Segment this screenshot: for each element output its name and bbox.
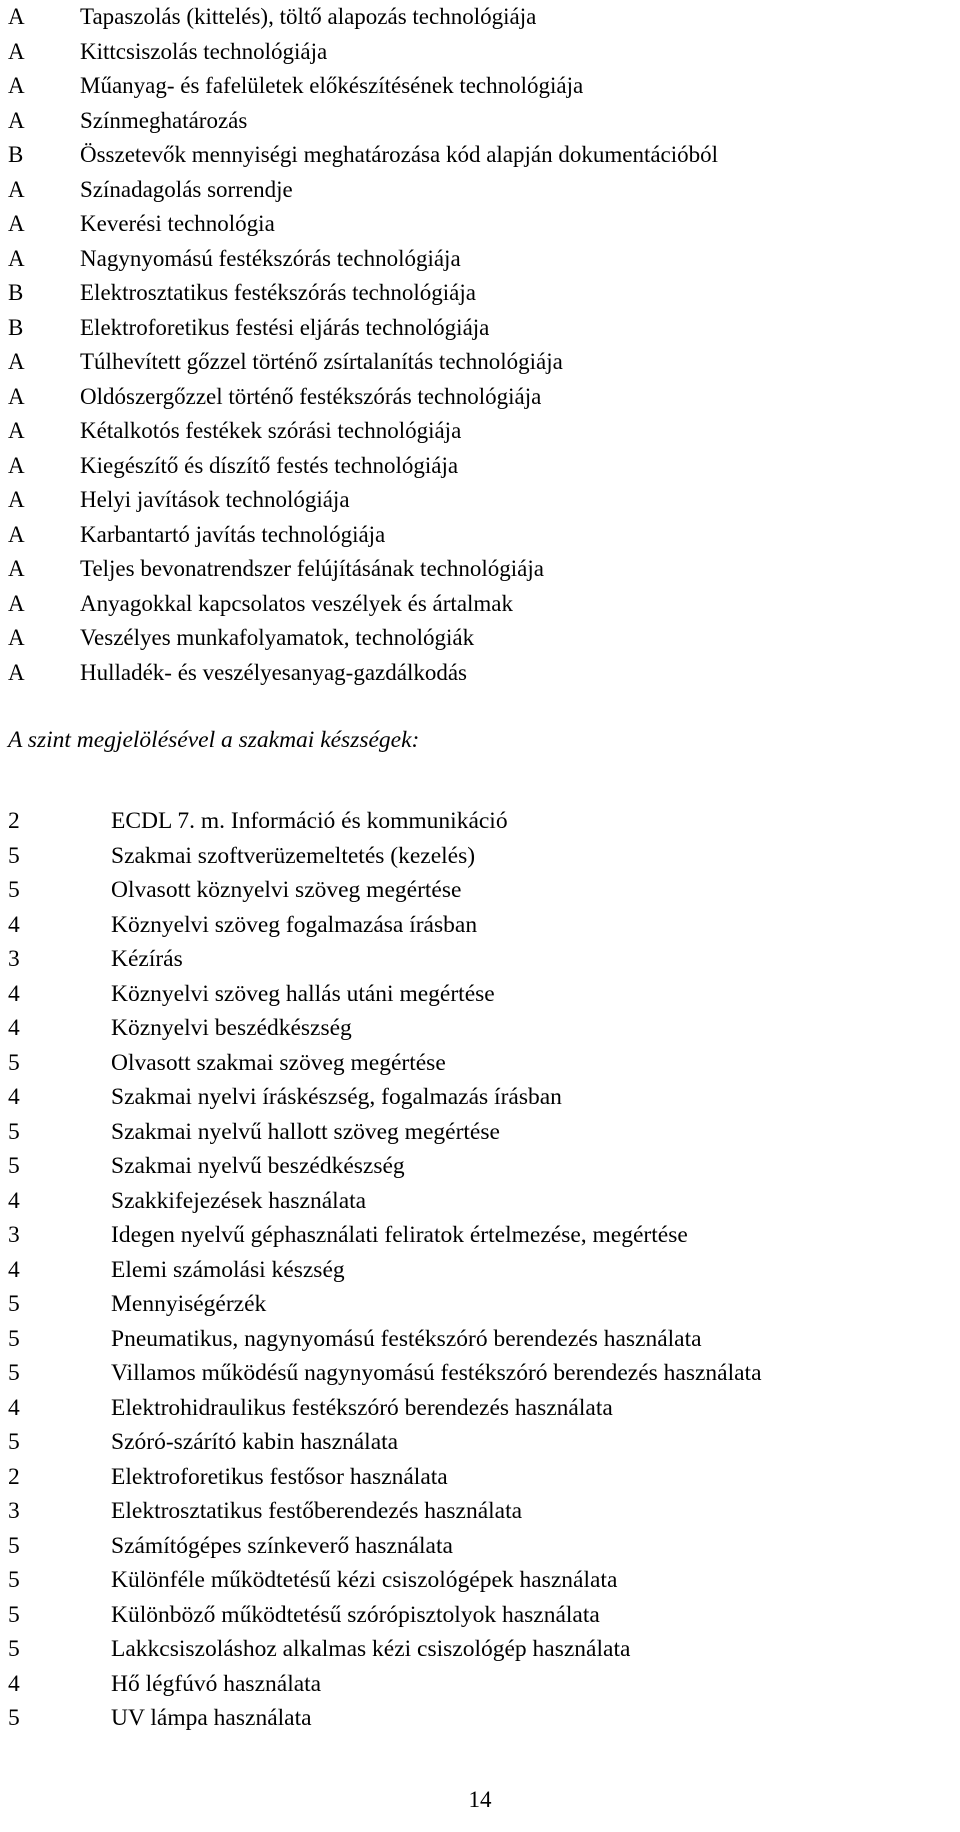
skill-level: 5 [8,877,20,903]
skill-level: 4 [8,1187,20,1214]
item-text: Mennyiségérzék [111,1291,267,1317]
level-code: A [8,383,25,409]
skill-level: 5 [8,1601,20,1628]
item-text: Köznyelvi szöveg hallás utáni megértése [111,980,495,1007]
list-item [8,69,960,104]
list-item [8,908,960,943]
level-code: A [8,625,25,650]
item-text: Számítógépes színkeverő használata [111,1532,453,1559]
item-text: Különböző működtetésű szórópisztolyok használata [111,1601,600,1628]
level-code: A [8,4,25,29]
list-item [8,1701,960,1736]
list-item [8,977,960,1012]
level-code: A [8,349,25,374]
level-code: B [8,142,24,167]
item-text: Műanyag- és fafelületek előkészítésének technológiája [80,73,584,98]
item-text: Színmeghatározás [80,107,248,133]
list-item [8,942,960,977]
list-item [8,1080,960,1115]
item-text: Pneumatikus, nagynyomású festékszóró berendezés használata [111,1325,702,1352]
list-item [8,173,960,208]
list-item [8,242,960,277]
skill-level: 4 [8,1394,20,1421]
list-item [8,311,960,346]
list-item [8,1598,960,1633]
list-item [8,587,960,622]
level-code: A [8,73,25,98]
item-text: Idegen nyelvű géphasználati feliratok értelmezése, megértése [111,1222,688,1248]
item-text: Olvasott szakmai szöveg megértése [111,1049,446,1076]
page-number: 14 [468,1787,492,1812]
item-text: Szakmai nyelvű hallott szöveg megértése [111,1118,500,1145]
item-text: Teljes bevonatrendszer felújításának technológiája [80,556,544,581]
item-text: ECDL 7. m. Információ és kommunikáció [111,808,508,834]
level-code: A [8,521,25,547]
list-item [8,518,960,553]
skill-level: 5 [8,1429,20,1455]
list-item [8,1322,960,1357]
list-item [8,1529,960,1564]
item-text: Keverési technológia [80,211,275,236]
list-item [8,552,960,587]
item-text: UV lámpa használata [111,1705,312,1731]
item-text: Elektroforetikus festési eljárás technológiája [80,314,490,340]
skill-level: 5 [8,1532,20,1559]
skill-level: 5 [8,842,20,869]
item-text: Elektrosztatikus festékszórás technológiája [80,280,476,305]
item-text: Helyi javítások technológiája [80,487,350,512]
skill-level: 4 [8,1670,20,1697]
item-text: Tapaszolás (kittelés), töltő alapozás technológiája [80,4,537,29]
item-text: Szakmai nyelvű beszédkészség [111,1153,405,1179]
list-item [8,0,960,35]
skill-level: 5 [8,1118,20,1145]
skill-level: 5 [8,1153,20,1179]
item-text: Köznyelvi beszédkészség [111,1015,352,1041]
item-text: Szakkifejezések használata [111,1187,367,1214]
list-item [8,1356,960,1391]
item-text: Karbantartó javítás technológiája [80,521,386,547]
skill-level: 4 [8,1084,20,1110]
item-text: Kittcsiszolás technológiája [80,38,328,64]
item-text: Kétalkotós festékek szórási technológiája [80,418,462,443]
skill-level: 4 [8,911,20,938]
skill-level: 5 [8,1325,20,1352]
list-item [8,380,960,415]
item-text: Olvasott köznyelvi szöveg megértése [111,877,462,903]
list-item [8,873,960,908]
item-text: Hulladék- és veszélyesanyag-gazdálkodás [80,659,468,685]
list-item [8,104,960,139]
level-code: A [8,107,25,133]
list-item [8,449,960,484]
list-item [8,1184,960,1219]
level-code: A [8,452,25,478]
list-item [8,345,960,380]
item-text: Szakmai szoftverüzemeltetés (kezelés) [111,842,476,869]
list-item [8,839,960,874]
level-code: A [8,556,25,581]
item-text: Villamos működésű nagynyomású festékszóró berendezés használata [111,1360,762,1386]
item-text: Veszélyes munkafolyamatok, technológiák [80,625,475,650]
list-item [8,414,960,449]
skills-heading: A szint megjelölésével a szakmai készségek: [8,727,420,753]
knowledge-list [8,0,960,690]
skills-list [8,804,960,1736]
level-code: A [8,590,25,616]
list-item [8,1667,960,1702]
list-item [8,1046,960,1081]
item-text: Összetevők mennyiségi meghatározása kód alapján dokumentációból [80,142,719,167]
level-code: A [8,38,25,64]
item-text: Elemi számolási készség [111,1256,345,1283]
list-item [8,207,960,242]
item-text: Különféle működtetésű kézi csiszológépek használata [111,1567,618,1593]
skill-level: 4 [8,980,20,1007]
item-text: Kiegészítő és díszítő festés technológiája [80,452,459,478]
item-text: Színadagolás sorrendje [80,176,293,202]
list-item [8,1425,960,1460]
list-item [8,1115,960,1150]
level-code: A [8,211,25,236]
list-item [8,276,960,311]
skill-level: 5 [8,1636,20,1662]
item-text: Szakmai nyelvi íráskészség, fogalmazás írásban [111,1084,562,1110]
list-item [8,656,960,691]
skill-level: 3 [8,1222,20,1248]
item-text: Hő légfúvó használata [111,1670,322,1697]
list-item [8,1494,960,1529]
item-text: Anyagokkal kapcsolatos veszélyek és ártalmak [80,590,514,616]
item-text: Elektrohidraulikus festékszóró berendezés használata [111,1394,613,1421]
list-item [8,621,960,656]
item-text: Elektroforetikus festősor használata [111,1463,448,1490]
skill-level: 2 [8,1463,20,1490]
skill-level: 5 [8,1360,20,1386]
skill-level: 5 [8,1705,20,1731]
skill-level: 5 [8,1049,20,1076]
list-item [8,1149,960,1184]
item-text: Oldószergőzzel történő festékszórás technológiája [80,383,542,409]
list-item [8,1253,960,1288]
skill-level: 5 [8,1567,20,1593]
item-text: Nagynyomású festékszórás technológiája [80,245,461,271]
item-text: Szóró-szárító kabin használata [111,1429,399,1455]
list-item [8,35,960,70]
skill-level: 2 [8,808,20,834]
list-item [8,1460,960,1495]
list-item [8,1391,960,1426]
level-code: B [8,280,24,305]
list-item [8,1218,960,1253]
list-item [8,1011,960,1046]
list-item [8,483,960,518]
item-text: Lakkcsiszoláshoz alkalmas kézi csiszológép használata [111,1636,631,1662]
level-code: A [8,176,25,202]
list-item [8,804,960,839]
skill-level: 5 [8,1291,20,1317]
item-text: Köznyelvi szöveg fogalmazása írásban [111,911,478,938]
list-item [8,138,960,173]
skill-level: 4 [8,1015,20,1041]
skill-level: 3 [8,1498,20,1524]
list-item [8,1563,960,1598]
skill-level: 3 [8,946,20,972]
list-item [8,1632,960,1667]
level-code: A [8,418,25,443]
level-code: B [8,314,24,340]
level-code: A [8,487,25,512]
level-code: A [8,245,25,271]
item-text: Túlhevített gőzzel történő zsírtalanítás technológiája [80,349,563,374]
skill-level: 4 [8,1256,20,1283]
list-item [8,1287,960,1322]
item-text: Kézírás [111,946,183,972]
item-text: Elektrosztatikus festőberendezés használata [111,1498,523,1524]
level-code: A [8,659,25,685]
